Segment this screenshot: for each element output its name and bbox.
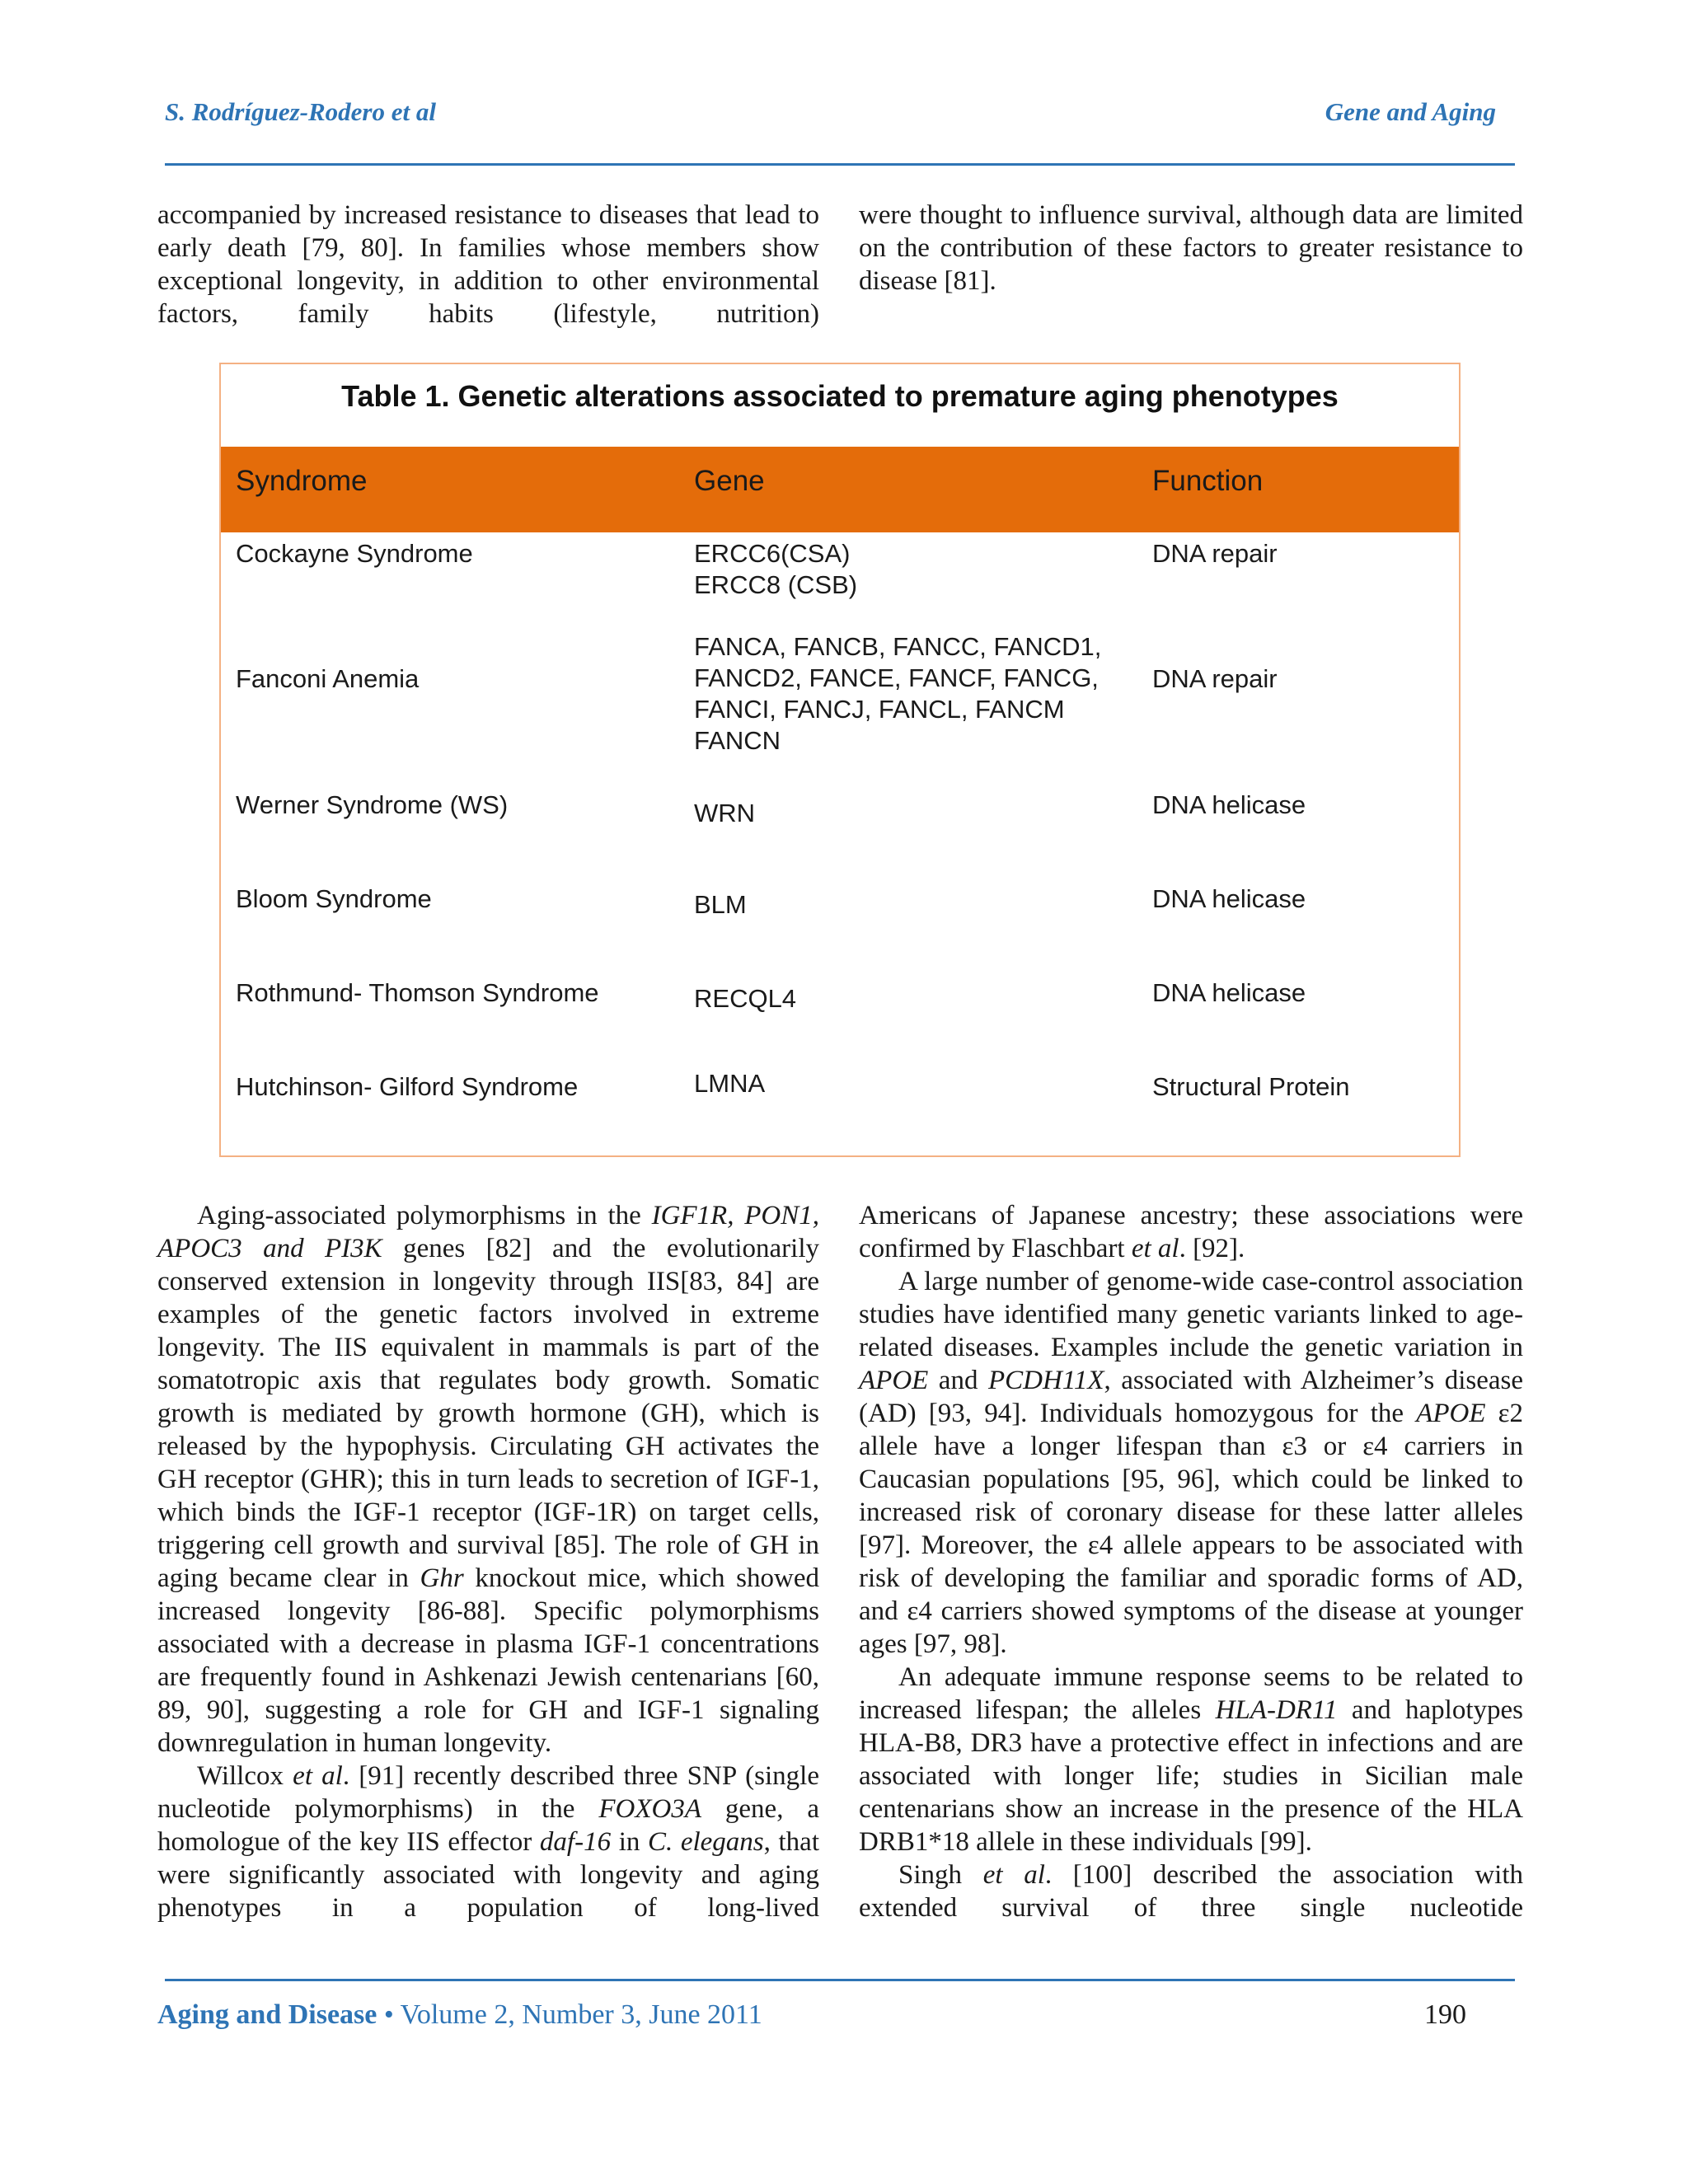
footer-divider bbox=[165, 1979, 1515, 1981]
table-cell-function: Structural Protein bbox=[1152, 1072, 1350, 1101]
body-column-right bbox=[859, 1199, 1523, 1924]
gene-name: daf-16 bbox=[539, 1827, 612, 1857]
table-cell-function: DNA helicase bbox=[1152, 884, 1306, 913]
table-1 bbox=[219, 363, 1461, 1157]
table-cell-gene: FANCA, FANCB, FANCC, FANCD1, FANCD2, FANCE, FANCF, FANCG, FANCI, FANCJ, FANCL, FANCM FANCN bbox=[694, 632, 1102, 755]
paragraph: Aging-associated polymorphisms in the IGF1R, PON1, APOC3 and PI3K genes [82] and the evolutionarily conserved extension in longevity through IIS[83, 84] are examples of the genetic factors involved in extreme longevity. The IIS equivalent in mammals is part of the somatotropic axis that regulates body growth. Somatic growth is mediated by growth hormone (GH), which is released by the hypophysis. Circulating GH activates the GH receptor (GHR); this in turn leads to secretion of IGF-1, which binds the IGF-1 receptor (IGF-1R) on target cells, triggering cell growth and survival [85]. The role of GH in aging became clear in Ghr knockout mice, which showed increased longevity [86-88]. Specific polymorphisms associated with a decrease in plasma IGF-1 concentrations are frequently found in Ashkenazi Jewish centenarians [60, 89, 90], suggesting a role for GH and IGF-1 signaling downregulation in human longevity. bbox=[157, 1201, 819, 1758]
issue-info: Volume 2, Number 3, June 2011 bbox=[400, 1999, 762, 2030]
running-header-title: Gene and Aging bbox=[1325, 97, 1496, 126]
running-header-authors: S. Rodríguez-Rodero et al bbox=[165, 97, 436, 126]
species-name: C. elegans bbox=[647, 1827, 764, 1857]
header-gene: Gene bbox=[694, 465, 765, 497]
gene-name: FOXO3A bbox=[598, 1794, 701, 1824]
paragraph: accompanied by increased resistance to diseases that lead to early death [79, 80]. In families whose members show exceptional longevity, in addition to other environmental factors, family habits (lifestyle, nutrition) bbox=[157, 200, 819, 329]
table-cell-syndrome: Hutchinson- Gilford Syndrome bbox=[236, 1072, 579, 1101]
paragraph: A large number of genome-wide case-control association studies have identified many genetic variants linked to age-related diseases. Examples include the genetic variation in APOE and PCDH11X, associated with Alzheimer’s disease (AD) [93, 94]. Individuals homozygous for the APOE ε2 allele have a longer lifespan than ε3 or ε4 carriers in Caucasian populations [95, 96], which could be linked to increased risk of coronary disease for these latter alleles [97]. Moreover, the ε4 allele appears to be associated with risk of developing the familiar and sporadic forms of AD, and ε4 carriers showed symptoms of the disease at younger ages [97, 98]. bbox=[859, 1267, 1523, 1659]
table-title: Table 1. Genetic alterations associated to premature aging phenotypes bbox=[341, 379, 1339, 413]
paragraph: Willcox et al. [91] recently described three SNP (single nucleotide polymorphisms) in the FOXO3A gene, a homologue of the key IIS effector daf-16 in C. elegans, that were significantly associated with longevity and aging phenotypes in a population of long-lived bbox=[157, 1761, 819, 1923]
top-column-left bbox=[157, 199, 819, 330]
journal-name: Aging and Disease bbox=[157, 1999, 377, 2030]
footer-journal: Aging and Disease • Volume 2, Number 3, June 2011 bbox=[157, 1999, 762, 2030]
gene-name: PCDH11X bbox=[987, 1366, 1104, 1395]
gene-name: Ghr bbox=[420, 1563, 464, 1593]
paragraph: were thought to influence survival, although data are limited on the contribution of these factors to greater resistance to disease [81]. bbox=[859, 200, 1523, 296]
table-cell-syndrome: Rothmund- Thomson Syndrome bbox=[236, 978, 599, 1007]
paragraph: An adequate immune response seems to be related to increased lifespan; the alleles HLA-DR11 and haplotypes HLA-B8, DR3 have a protective effect in infections and are associated with longer life; studies in Sicilian male centenarians show an increase in the presence of the HLA DRB1*18 allele in these individuals [99]. bbox=[859, 1662, 1523, 1857]
table-cell-function: DNA helicase bbox=[1152, 978, 1306, 1007]
table-cell-gene: WRN bbox=[694, 799, 756, 827]
table-cell-gene: LMNA bbox=[694, 1069, 766, 1098]
body-column-left bbox=[157, 1199, 819, 1924]
table-cell-function: DNA repair bbox=[1152, 539, 1278, 568]
page-number: 190 bbox=[1424, 1999, 1466, 2030]
table-cell-function: DNA repair bbox=[1152, 664, 1278, 693]
table-cell-gene: RECQL4 bbox=[694, 984, 797, 1013]
gene-name: HLA-DR11 bbox=[1215, 1695, 1338, 1725]
header-function: Function bbox=[1152, 465, 1264, 497]
gene-names: IGF1R, PON1, APOC3 and PI3K bbox=[157, 1201, 819, 1263]
table-cell-syndrome: Cockayne Syndrome bbox=[236, 539, 473, 568]
paragraph: Americans of Japanese ancestry; these associations were confirmed by Flaschbart et al. [92]. bbox=[859, 1201, 1523, 1263]
table-cell-gene: BLM bbox=[694, 890, 747, 919]
table-header-row bbox=[221, 447, 1459, 532]
gene-name: APOE bbox=[859, 1366, 929, 1395]
header-divider bbox=[165, 163, 1515, 166]
table-cell-syndrome: Fanconi Anemia bbox=[236, 664, 420, 693]
table-cell-function: DNA helicase bbox=[1152, 790, 1306, 819]
top-column-right bbox=[859, 199, 1523, 298]
table-cell-syndrome: Werner Syndrome (WS) bbox=[236, 790, 509, 819]
table-cell-syndrome: Bloom Syndrome bbox=[236, 884, 432, 913]
gene-name: APOE bbox=[1416, 1399, 1486, 1428]
header-syndrome: Syndrome bbox=[236, 465, 368, 497]
table-cell-gene: ERCC6(CSA) ERCC8 (CSB) bbox=[694, 539, 858, 599]
paragraph: Singh et al. [100] described the association with extended survival of three single nucleotide bbox=[859, 1860, 1523, 1923]
